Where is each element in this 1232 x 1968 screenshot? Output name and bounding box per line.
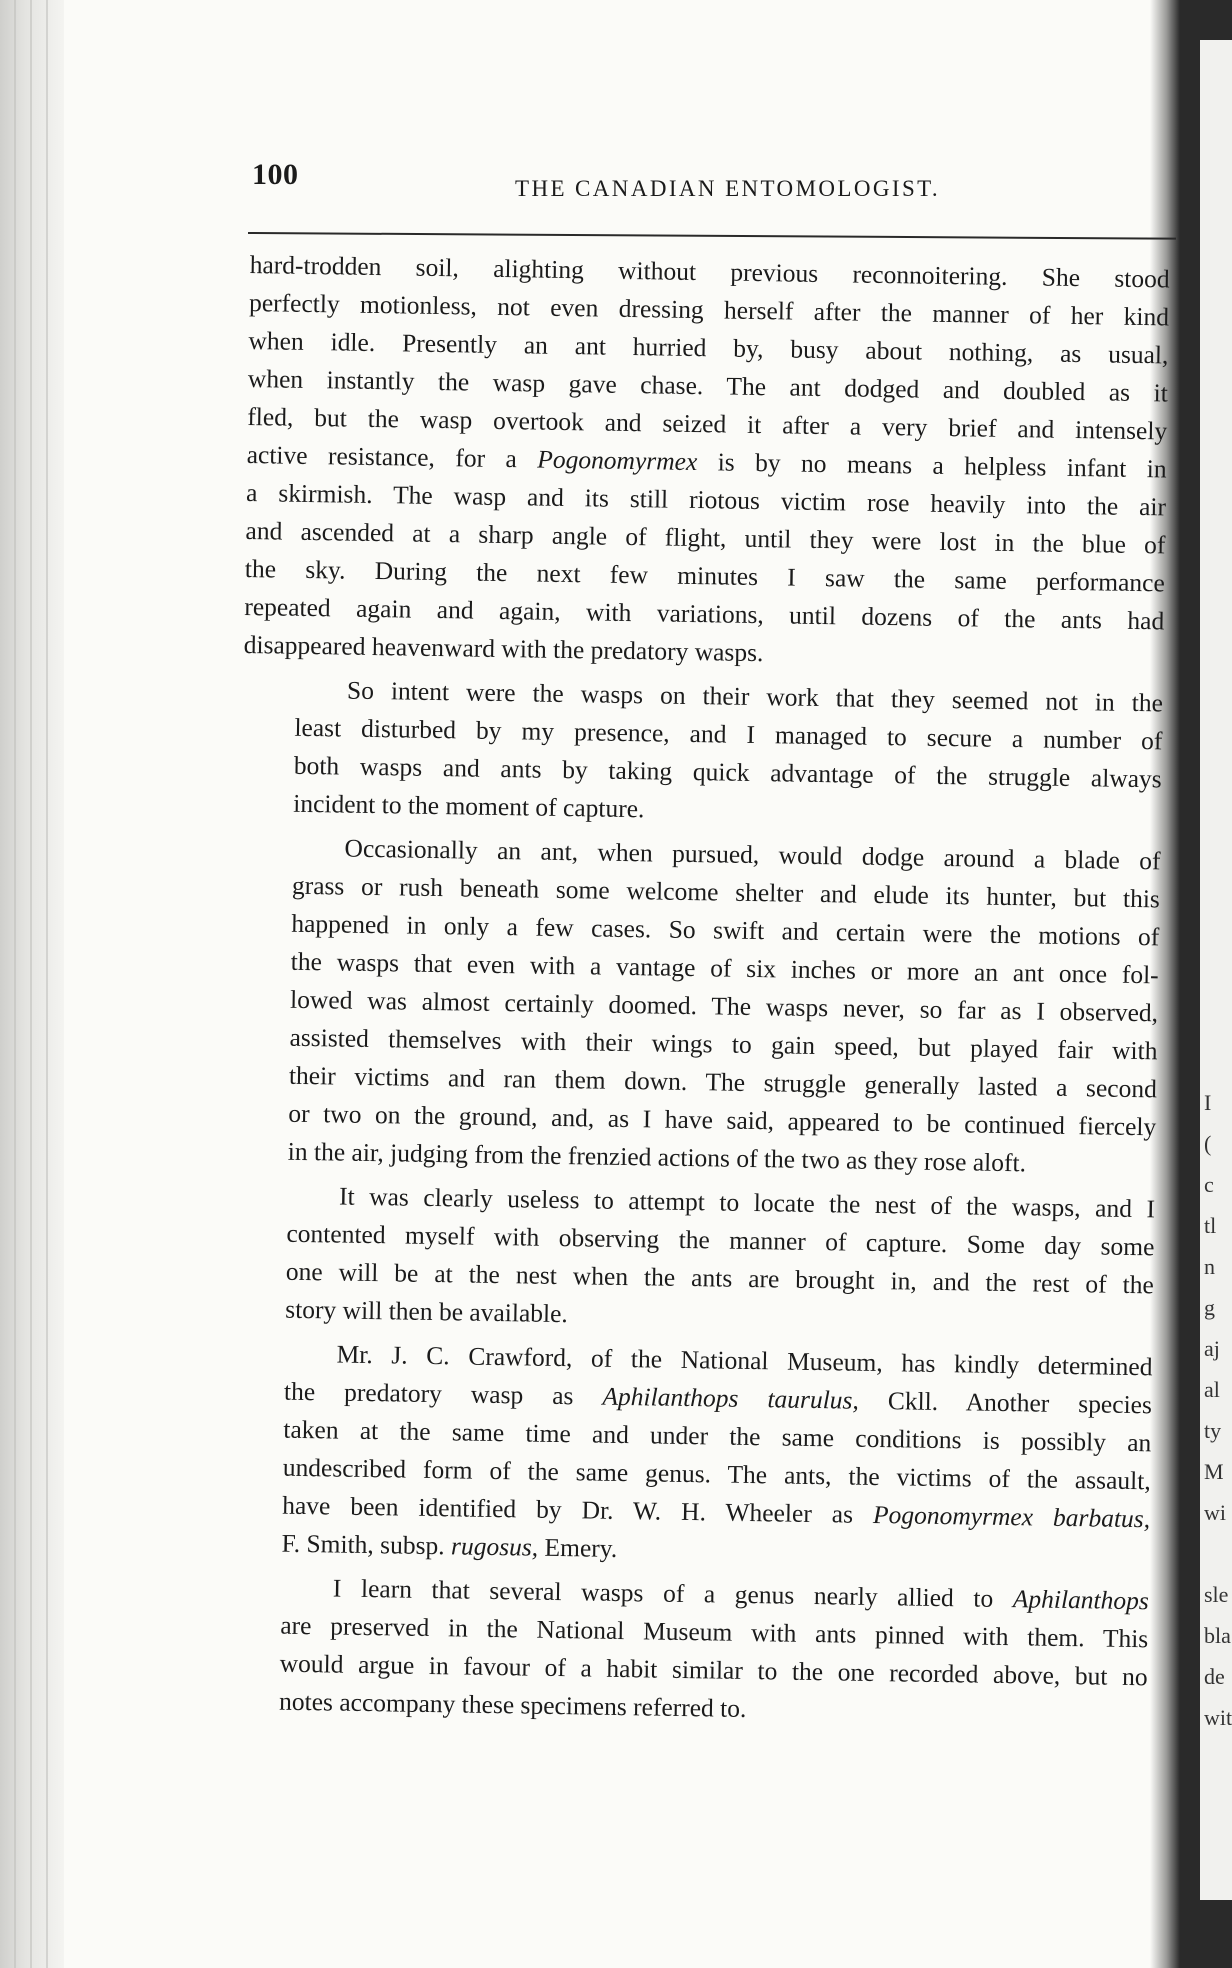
text-run: repeated again and again, with variations, until dozens of the ants had: [244, 591, 1165, 636]
text-run: would argue in favour of a habit similar to the one recorded above, but no: [279, 1648, 1148, 1692]
text-run: grass or rush beneath some welcome shelter and elude its hunter, but this: [291, 870, 1161, 914]
text-run: is by no means a helpless infant in: [697, 447, 1167, 484]
italic-taxon: Pogonomyrmex: [537, 444, 698, 477]
text-run: perfectly motionless, not even dressing herself after the manner of her kind: [248, 287, 1170, 332]
adjacent-page-fragment: M: [1204, 1459, 1224, 1484]
text-run: taken at the same time and under the same conditions is possibly an: [283, 1414, 1152, 1458]
adjacent-page-fragment: wi: [1204, 1500, 1226, 1525]
text-run: fled, but the wasp overtook and seized it after a very brief and intensely: [247, 401, 1168, 446]
adjacent-page-fragment: c: [1204, 1172, 1214, 1197]
adjacent-page-fragment: aj: [1204, 1336, 1220, 1361]
adjacent-page-fragment: de: [1204, 1664, 1225, 1689]
text-run: notes accompany these specimens referred to.: [278, 1686, 747, 1723]
text-run: are preserved in the National Museum with ants pinned with them. This: [280, 1610, 1149, 1654]
paragraph: [227, 1568, 1149, 1734]
text-run: active resistance, for a: [246, 439, 538, 474]
text-run: Emery.: [537, 1532, 618, 1563]
text-run: both wasps and ants by taking quick advantage of the struggle always: [293, 750, 1162, 794]
journal-title: THE CANADIAN ENTOMOLOGIST.: [515, 176, 941, 201]
text-run: the predatory wasp as: [283, 1376, 603, 1411]
text-run: least disturbed by my presence, and I managed to secure a number of: [294, 712, 1163, 756]
text-run: a skirmish. The wasp and its still riotous victim rose heavily into the air: [245, 477, 1167, 522]
paragraph: [233, 1176, 1155, 1342]
page-number: 100: [252, 158, 299, 191]
adjacent-page-fragment: n: [1204, 1254, 1215, 1279]
adjacent-page-fragment: bla: [1204, 1623, 1231, 1648]
text-run: have been identified by Dr. W. H. Wheeler as: [281, 1490, 874, 1529]
gutter-shadow-line: [14, 0, 16, 1968]
adjacent-page-fragment: wit: [1204, 1705, 1232, 1730]
text-run: Occasionally an ant, when pursued, would dodge around a blade of: [344, 833, 1161, 876]
text-run: disappeared heavenward with the predatory wasps.: [243, 629, 764, 668]
text-run: F. Smith, subsp.: [281, 1528, 452, 1561]
text-run: lowed was almost certainly doomed. The wasps never, so far as I observed,: [289, 984, 1159, 1028]
text-run: incident to the moment of capture.: [293, 788, 645, 824]
italic-taxon: rugosus,: [450, 1531, 539, 1562]
adjacent-page-fragment: (: [1204, 1131, 1212, 1156]
text-run: or two on the ground, and, as I have said, appeared to be continued fiercely: [288, 1098, 1157, 1142]
italic-taxon: Aphilanthops: [1012, 1584, 1150, 1616]
running-head: [0, 0, 1232, 260]
header-rule: [248, 232, 1176, 240]
text-run: in the air, judging from the frenzied actions of the two as they rose aloft.: [287, 1136, 1027, 1178]
adjacent-page-fragment: sle: [1204, 1582, 1229, 1607]
adjacent-page-fragment: ty: [1204, 1418, 1222, 1443]
italic-taxon: Aphilanthops taurulus,: [602, 1381, 860, 1415]
text-run: one will be at the nest when the ants are brought in, and the rest of the: [285, 1256, 1155, 1300]
text-run: when instantly the wasp gave chase. The ant dodged and doubled as it: [247, 363, 1169, 408]
text-run: Ckll. Another species: [858, 1385, 1153, 1420]
paragraph: [235, 828, 1160, 1184]
text-run: I learn that several wasps of a genus nearly allied to: [332, 1573, 1014, 1614]
text-run: assisted themselves with their wings to gain speed, but played fair with: [289, 1022, 1158, 1066]
paragraph: [241, 670, 1163, 836]
text-run: undescribed form of the same genus. The ants, the victims of the assault,: [282, 1452, 1151, 1496]
italic-taxon: Pogonomyrmex barbatus,: [872, 1499, 1151, 1534]
adjacent-page-fragment: al: [1204, 1377, 1220, 1402]
text-run: happened in only a few cases. So swift and certain were the motions of: [291, 908, 1160, 952]
text-run: and ascended at a sharp angle of flight, until they were lost in the blue of: [245, 515, 1166, 560]
text-run: the sky. During the next few minutes I saw the same performance: [244, 553, 1166, 598]
adjacent-page-fragment: g: [1204, 1295, 1215, 1320]
text-run: It was clearly useless to attempt to locate the nest of the wasps, and I: [338, 1181, 1156, 1224]
text-run: story will then be available.: [285, 1294, 569, 1329]
text-run: So intent were the wasps on their work that they seemed not in the: [346, 675, 1164, 718]
paragraph: [229, 1334, 1152, 1576]
book-gutter: [0, 0, 64, 1968]
article-body: [227, 246, 1170, 1734]
gutter-shadow-line: [46, 0, 48, 1968]
paragraph: [243, 246, 1169, 678]
text-run: hard-trodden soil, alighting without previous reconnoitering. She stood: [249, 249, 1170, 294]
adjacent-page-fragment: [1204, 1533, 1232, 1574]
adjacent-page-text: [1204, 1082, 1232, 1738]
text-run: Mr. J. C. Crawford, of the National Museum, has kindly determined: [336, 1339, 1153, 1382]
text-run: their victims and ran them down. The struggle generally lasted a second: [288, 1060, 1158, 1104]
gutter-shadow-line: [30, 0, 32, 1968]
text-run: when idle. Presently an ant hurried by, busy about nothing, as usual,: [248, 325, 1169, 370]
text-run: contented myself with observing the manner of capture. Some day some: [286, 1218, 1155, 1262]
adjacent-page-fragment: I: [1204, 1090, 1212, 1115]
adjacent-page-fragment: tl: [1204, 1213, 1217, 1238]
text-run: the wasps that even with a vantage of six inches or more an ant once fol-: [290, 946, 1159, 990]
